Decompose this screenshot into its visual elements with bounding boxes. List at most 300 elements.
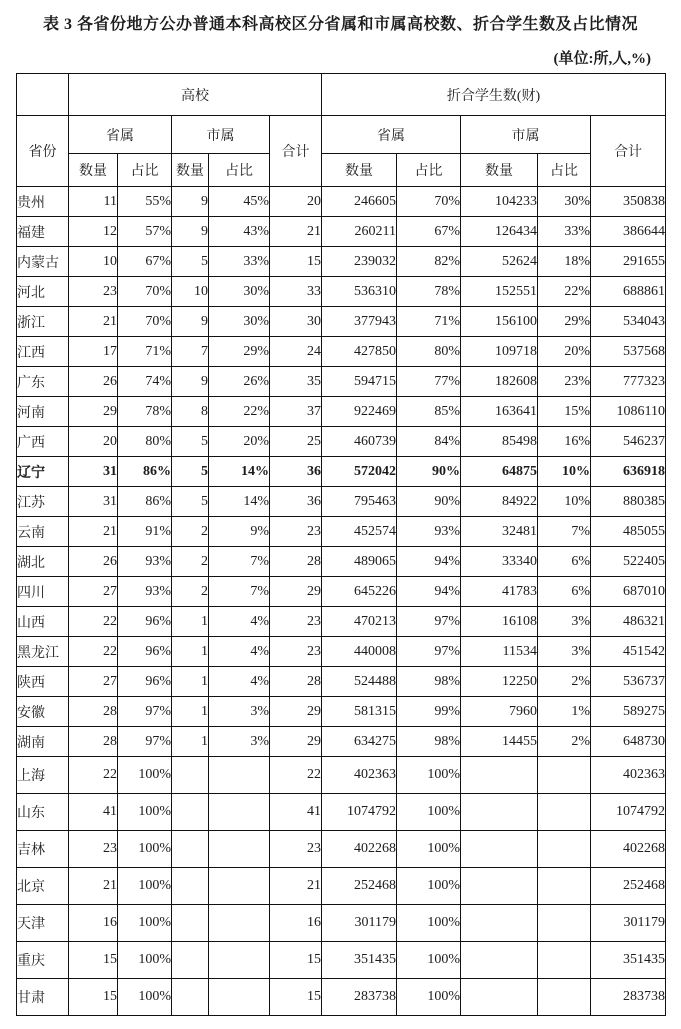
value-cell: 534043	[591, 307, 666, 337]
province-universities-table	[16, 73, 666, 1016]
value-cell	[461, 942, 538, 979]
table-row	[17, 667, 666, 697]
value-cell: 100%	[397, 794, 461, 831]
value-cell: 70%	[397, 187, 461, 217]
value-cell	[461, 757, 538, 794]
value-cell: 29%	[538, 307, 591, 337]
value-cell: 85498	[461, 427, 538, 457]
value-cell: 41	[270, 794, 322, 831]
value-cell: 15	[270, 247, 322, 277]
table-row	[17, 397, 666, 427]
value-cell: 94%	[397, 547, 461, 577]
province-cell: 上海	[17, 757, 69, 794]
value-cell: 301179	[322, 905, 397, 942]
value-cell: 126434	[461, 217, 538, 247]
value-cell: 795463	[322, 487, 397, 517]
value-cell	[538, 831, 591, 868]
province-cell: 贵州	[17, 187, 69, 217]
value-cell	[172, 794, 209, 831]
value-cell: 109718	[461, 337, 538, 367]
value-cell: 11534	[461, 637, 538, 667]
value-cell: 30%	[209, 307, 270, 337]
value-cell	[538, 905, 591, 942]
value-cell	[172, 979, 209, 1016]
value-cell: 71%	[118, 337, 172, 367]
value-cell: 9	[172, 187, 209, 217]
value-cell	[538, 794, 591, 831]
value-cell: 26	[69, 367, 118, 397]
value-cell: 20	[270, 187, 322, 217]
value-cell: 70%	[118, 277, 172, 307]
value-cell: 648730	[591, 727, 666, 757]
value-cell: 5	[172, 457, 209, 487]
header-stud-muni-share: 占比	[538, 154, 591, 187]
value-cell: 460739	[322, 427, 397, 457]
value-cell	[172, 757, 209, 794]
value-cell: 100%	[397, 757, 461, 794]
province-cell: 山西	[17, 607, 69, 637]
table-row	[17, 905, 666, 942]
value-cell: 4%	[209, 637, 270, 667]
value-cell: 15	[270, 942, 322, 979]
value-cell: 16	[270, 905, 322, 942]
header-row-measures	[17, 154, 666, 187]
header-students-group: 折合学生数(财)	[322, 74, 666, 116]
value-cell: 100%	[397, 905, 461, 942]
value-cell: 100%	[397, 831, 461, 868]
value-cell: 71%	[397, 307, 461, 337]
value-cell: 152551	[461, 277, 538, 307]
value-cell: 98%	[397, 727, 461, 757]
value-cell: 451542	[591, 637, 666, 667]
value-cell: 15%	[538, 397, 591, 427]
value-cell: 452574	[322, 517, 397, 547]
value-cell: 1	[172, 667, 209, 697]
value-cell: 100%	[118, 942, 172, 979]
value-cell: 21	[69, 307, 118, 337]
value-cell: 2%	[538, 667, 591, 697]
value-cell	[209, 979, 270, 1016]
value-cell: 18%	[538, 247, 591, 277]
value-cell: 23	[270, 637, 322, 667]
value-cell: 93%	[118, 577, 172, 607]
value-cell: 28	[69, 697, 118, 727]
header-univ-muni-count: 数量	[172, 154, 209, 187]
value-cell: 377943	[322, 307, 397, 337]
value-cell: 537568	[591, 337, 666, 367]
province-cell: 浙江	[17, 307, 69, 337]
value-cell: 522405	[591, 547, 666, 577]
value-cell: 2	[172, 547, 209, 577]
header-stud-muni-count: 数量	[461, 154, 538, 187]
value-cell: 589275	[591, 697, 666, 727]
value-cell: 16	[69, 905, 118, 942]
value-cell: 3%	[538, 607, 591, 637]
table-row	[17, 337, 666, 367]
value-cell: 22	[270, 757, 322, 794]
province-cell: 陕西	[17, 667, 69, 697]
value-cell: 14455	[461, 727, 538, 757]
value-cell: 5	[172, 487, 209, 517]
value-cell: 28	[270, 547, 322, 577]
value-cell: 86%	[118, 457, 172, 487]
table-row	[17, 697, 666, 727]
value-cell: 636918	[591, 457, 666, 487]
value-cell: 351435	[591, 942, 666, 979]
value-cell: 4%	[209, 607, 270, 637]
value-cell: 16108	[461, 607, 538, 637]
value-cell: 37	[270, 397, 322, 427]
table-row	[17, 217, 666, 247]
value-cell: 5	[172, 247, 209, 277]
value-cell: 350838	[591, 187, 666, 217]
value-cell: 100%	[118, 757, 172, 794]
value-cell: 16%	[538, 427, 591, 457]
value-cell	[461, 979, 538, 1016]
value-cell: 30%	[538, 187, 591, 217]
value-cell: 21	[69, 868, 118, 905]
value-cell: 52624	[461, 247, 538, 277]
province-cell: 江苏	[17, 487, 69, 517]
value-cell: 427850	[322, 337, 397, 367]
value-cell: 31	[69, 487, 118, 517]
value-cell: 41783	[461, 577, 538, 607]
value-cell: 23	[270, 831, 322, 868]
value-cell: 440008	[322, 637, 397, 667]
value-cell	[172, 868, 209, 905]
value-cell: 94%	[397, 577, 461, 607]
value-cell: 7%	[209, 577, 270, 607]
value-cell: 23%	[538, 367, 591, 397]
value-cell	[172, 942, 209, 979]
value-cell: 70%	[118, 307, 172, 337]
table-row	[17, 427, 666, 457]
value-cell: 28	[270, 667, 322, 697]
province-cell: 河南	[17, 397, 69, 427]
province-cell: 黑龙江	[17, 637, 69, 667]
value-cell: 21	[270, 868, 322, 905]
value-cell: 182608	[461, 367, 538, 397]
value-cell: 402363	[322, 757, 397, 794]
header-universities-group: 高校	[69, 74, 322, 116]
value-cell: 22%	[538, 277, 591, 307]
value-cell: 634275	[322, 727, 397, 757]
value-cell	[461, 794, 538, 831]
header-stud-prov-count: 数量	[322, 154, 397, 187]
value-cell: 41	[69, 794, 118, 831]
value-cell: 100%	[397, 979, 461, 1016]
value-cell: 922469	[322, 397, 397, 427]
value-cell: 64875	[461, 457, 538, 487]
value-cell: 3%	[209, 697, 270, 727]
value-cell: 21	[69, 517, 118, 547]
value-cell: 20	[69, 427, 118, 457]
header-row-groups	[17, 74, 666, 116]
value-cell: 100%	[397, 942, 461, 979]
province-cell: 云南	[17, 517, 69, 547]
value-cell: 27	[69, 577, 118, 607]
province-cell: 河北	[17, 277, 69, 307]
value-cell	[209, 757, 270, 794]
value-cell: 31	[69, 457, 118, 487]
value-cell: 86%	[118, 487, 172, 517]
table-header	[17, 74, 666, 187]
province-cell: 辽宁	[17, 457, 69, 487]
value-cell: 20%	[538, 337, 591, 367]
table-row	[17, 187, 666, 217]
table-row	[17, 367, 666, 397]
value-cell: 29	[69, 397, 118, 427]
value-cell: 100%	[118, 868, 172, 905]
value-cell: 90%	[397, 457, 461, 487]
value-cell: 239032	[322, 247, 397, 277]
header-univ-total: 合计	[270, 116, 322, 187]
value-cell: 33%	[538, 217, 591, 247]
value-cell: 581315	[322, 697, 397, 727]
value-cell: 29	[270, 727, 322, 757]
value-cell: 5	[172, 427, 209, 457]
value-cell: 2	[172, 577, 209, 607]
province-cell: 福建	[17, 217, 69, 247]
header-stud-municipal: 市属	[461, 116, 591, 154]
value-cell: 57%	[118, 217, 172, 247]
table-row	[17, 942, 666, 979]
value-cell: 1	[172, 697, 209, 727]
table-row	[17, 637, 666, 667]
value-cell: 14%	[209, 457, 270, 487]
value-cell: 880385	[591, 487, 666, 517]
value-cell	[209, 905, 270, 942]
province-cell: 吉林	[17, 831, 69, 868]
header-univ-municipal: 市属	[172, 116, 270, 154]
value-cell: 3%	[538, 637, 591, 667]
value-cell: 78%	[118, 397, 172, 427]
value-cell: 85%	[397, 397, 461, 427]
value-cell: 29	[270, 577, 322, 607]
value-cell: 2	[172, 517, 209, 547]
value-cell: 163641	[461, 397, 538, 427]
value-cell: 777323	[591, 367, 666, 397]
value-cell: 156100	[461, 307, 538, 337]
value-cell: 7	[172, 337, 209, 367]
value-cell	[461, 831, 538, 868]
province-cell: 天津	[17, 905, 69, 942]
value-cell: 7%	[538, 517, 591, 547]
value-cell: 7%	[209, 547, 270, 577]
value-cell: 291655	[591, 247, 666, 277]
value-cell: 11	[69, 187, 118, 217]
value-cell: 17	[69, 337, 118, 367]
table-row	[17, 868, 666, 905]
value-cell: 485055	[591, 517, 666, 547]
value-cell: 82%	[397, 247, 461, 277]
value-cell: 12	[69, 217, 118, 247]
value-cell	[209, 794, 270, 831]
value-cell: 15	[270, 979, 322, 1016]
value-cell: 246605	[322, 187, 397, 217]
value-cell	[209, 868, 270, 905]
value-cell	[172, 831, 209, 868]
table-row	[17, 757, 666, 794]
table-row	[17, 277, 666, 307]
value-cell: 14%	[209, 487, 270, 517]
value-cell: 26%	[209, 367, 270, 397]
value-cell: 29%	[209, 337, 270, 367]
value-cell: 10	[69, 247, 118, 277]
table-row	[17, 247, 666, 277]
header-univ-prov-share: 占比	[118, 154, 172, 187]
value-cell: 97%	[397, 637, 461, 667]
value-cell: 15	[69, 942, 118, 979]
value-cell: 594715	[322, 367, 397, 397]
table-row	[17, 517, 666, 547]
table-title: 表 3 各省份地方公办普通本科高校区分省属和市属高校数、折合学生数及占比情况	[42, 16, 638, 33]
value-cell: 12250	[461, 667, 538, 697]
value-cell: 402268	[322, 831, 397, 868]
value-cell: 9	[172, 367, 209, 397]
value-cell: 100%	[118, 831, 172, 868]
value-cell: 1074792	[322, 794, 397, 831]
value-cell: 67%	[397, 217, 461, 247]
value-cell: 100%	[118, 979, 172, 1016]
province-cell: 内蒙古	[17, 247, 69, 277]
value-cell: 23	[69, 831, 118, 868]
value-cell: 402268	[591, 831, 666, 868]
value-cell	[172, 905, 209, 942]
value-cell: 546237	[591, 427, 666, 457]
value-cell: 32481	[461, 517, 538, 547]
value-cell: 21	[270, 217, 322, 247]
header-empty-cell	[17, 74, 69, 116]
province-cell: 湖南	[17, 727, 69, 757]
value-cell: 24	[270, 337, 322, 367]
value-cell: 36	[270, 457, 322, 487]
value-cell: 99%	[397, 697, 461, 727]
table-row	[17, 307, 666, 337]
value-cell: 688861	[591, 277, 666, 307]
value-cell: 1%	[538, 697, 591, 727]
value-cell: 97%	[397, 607, 461, 637]
province-cell: 甘肃	[17, 979, 69, 1016]
value-cell: 104233	[461, 187, 538, 217]
table-row	[17, 487, 666, 517]
header-univ-prov-count: 数量	[69, 154, 118, 187]
value-cell: 470213	[322, 607, 397, 637]
table-row	[17, 979, 666, 1016]
value-cell: 100%	[118, 794, 172, 831]
value-cell: 10	[172, 277, 209, 307]
table-body	[17, 187, 666, 1016]
value-cell: 260211	[322, 217, 397, 247]
header-stud-total: 合计	[591, 116, 666, 187]
value-cell: 33340	[461, 547, 538, 577]
value-cell: 67%	[118, 247, 172, 277]
table-row	[17, 794, 666, 831]
value-cell	[209, 831, 270, 868]
value-cell: 30	[270, 307, 322, 337]
value-cell: 96%	[118, 637, 172, 667]
value-cell: 1	[172, 607, 209, 637]
value-cell	[538, 979, 591, 1016]
header-univ-provincial: 省属	[69, 116, 172, 154]
table-row	[17, 577, 666, 607]
value-cell: 4%	[209, 667, 270, 697]
value-cell: 10%	[538, 487, 591, 517]
value-cell: 1	[172, 727, 209, 757]
value-cell: 45%	[209, 187, 270, 217]
value-cell: 15	[69, 979, 118, 1016]
value-cell: 97%	[118, 697, 172, 727]
value-cell: 687010	[591, 577, 666, 607]
value-cell: 536310	[322, 277, 397, 307]
value-cell: 36	[270, 487, 322, 517]
value-cell: 25	[270, 427, 322, 457]
province-cell: 北京	[17, 868, 69, 905]
value-cell: 74%	[118, 367, 172, 397]
value-cell: 645226	[322, 577, 397, 607]
value-cell: 524488	[322, 667, 397, 697]
value-cell: 22	[69, 607, 118, 637]
table-row	[17, 831, 666, 868]
value-cell: 283738	[591, 979, 666, 1016]
value-cell: 84922	[461, 487, 538, 517]
table-row	[17, 607, 666, 637]
value-cell: 33%	[209, 247, 270, 277]
value-cell: 77%	[397, 367, 461, 397]
value-cell	[209, 942, 270, 979]
value-cell: 23	[270, 517, 322, 547]
value-cell: 93%	[118, 547, 172, 577]
value-cell: 28	[69, 727, 118, 757]
header-stud-prov-share: 占比	[397, 154, 461, 187]
province-cell: 广西	[17, 427, 69, 457]
province-cell: 重庆	[17, 942, 69, 979]
value-cell: 78%	[397, 277, 461, 307]
value-cell: 10%	[538, 457, 591, 487]
value-cell: 2%	[538, 727, 591, 757]
value-cell: 536737	[591, 667, 666, 697]
value-cell: 26	[69, 547, 118, 577]
value-cell: 93%	[397, 517, 461, 547]
value-cell: 489065	[322, 547, 397, 577]
header-province: 省份	[17, 116, 69, 187]
province-cell: 安徽	[17, 697, 69, 727]
value-cell: 486321	[591, 607, 666, 637]
value-cell: 8	[172, 397, 209, 427]
value-cell: 20%	[209, 427, 270, 457]
value-cell: 22	[69, 757, 118, 794]
value-cell: 35	[270, 367, 322, 397]
header-row-subgroups	[17, 116, 666, 154]
value-cell: 351435	[322, 942, 397, 979]
value-cell: 91%	[118, 517, 172, 547]
value-cell: 7960	[461, 697, 538, 727]
value-cell: 1	[172, 637, 209, 667]
province-cell: 山东	[17, 794, 69, 831]
value-cell	[538, 757, 591, 794]
value-cell	[538, 868, 591, 905]
value-cell: 6%	[538, 577, 591, 607]
value-cell: 23	[270, 607, 322, 637]
value-cell: 1074792	[591, 794, 666, 831]
value-cell: 30%	[209, 277, 270, 307]
value-cell: 6%	[538, 547, 591, 577]
value-cell: 23	[69, 277, 118, 307]
value-cell: 84%	[397, 427, 461, 457]
value-cell: 1086110	[591, 397, 666, 427]
table-row	[17, 457, 666, 487]
value-cell	[538, 942, 591, 979]
